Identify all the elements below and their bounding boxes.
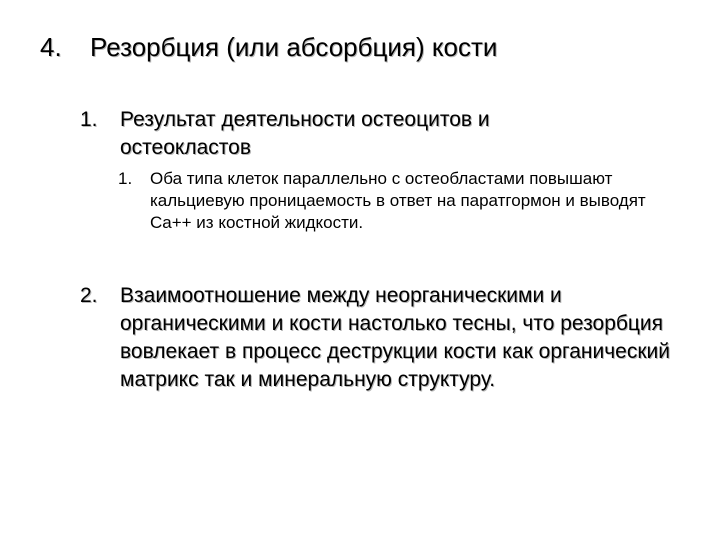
list-item-text: Взаимоотношение между неорганическими и органическими и кости настолько тесны, что резорбция вовлекает в процесс деструкции кости как органический матрикс так и минеральную структуру.	[120, 284, 670, 391]
title-number: 4.	[40, 32, 62, 62]
sub-list-item-1	[118, 168, 658, 240]
slide-title	[40, 30, 497, 64]
title-text: Резорбция (или абсорбция) кости	[90, 32, 498, 62]
list-item-number: 1.	[80, 108, 98, 131]
list-item-text: Результат деятельности остеоцитов и остеокластов	[120, 108, 490, 159]
sub-list-item-text: Оба типа клеток параллельно с остеобластами повышают кальциевую проницаемость в ответ на паратгормон и выводят Ca++ из костной жидкости.	[150, 169, 646, 232]
list-item-2	[80, 282, 700, 432]
list-item-1	[80, 106, 640, 166]
sub-list-item-number: 1.	[118, 169, 133, 188]
list-item-number: 2.	[80, 284, 98, 307]
